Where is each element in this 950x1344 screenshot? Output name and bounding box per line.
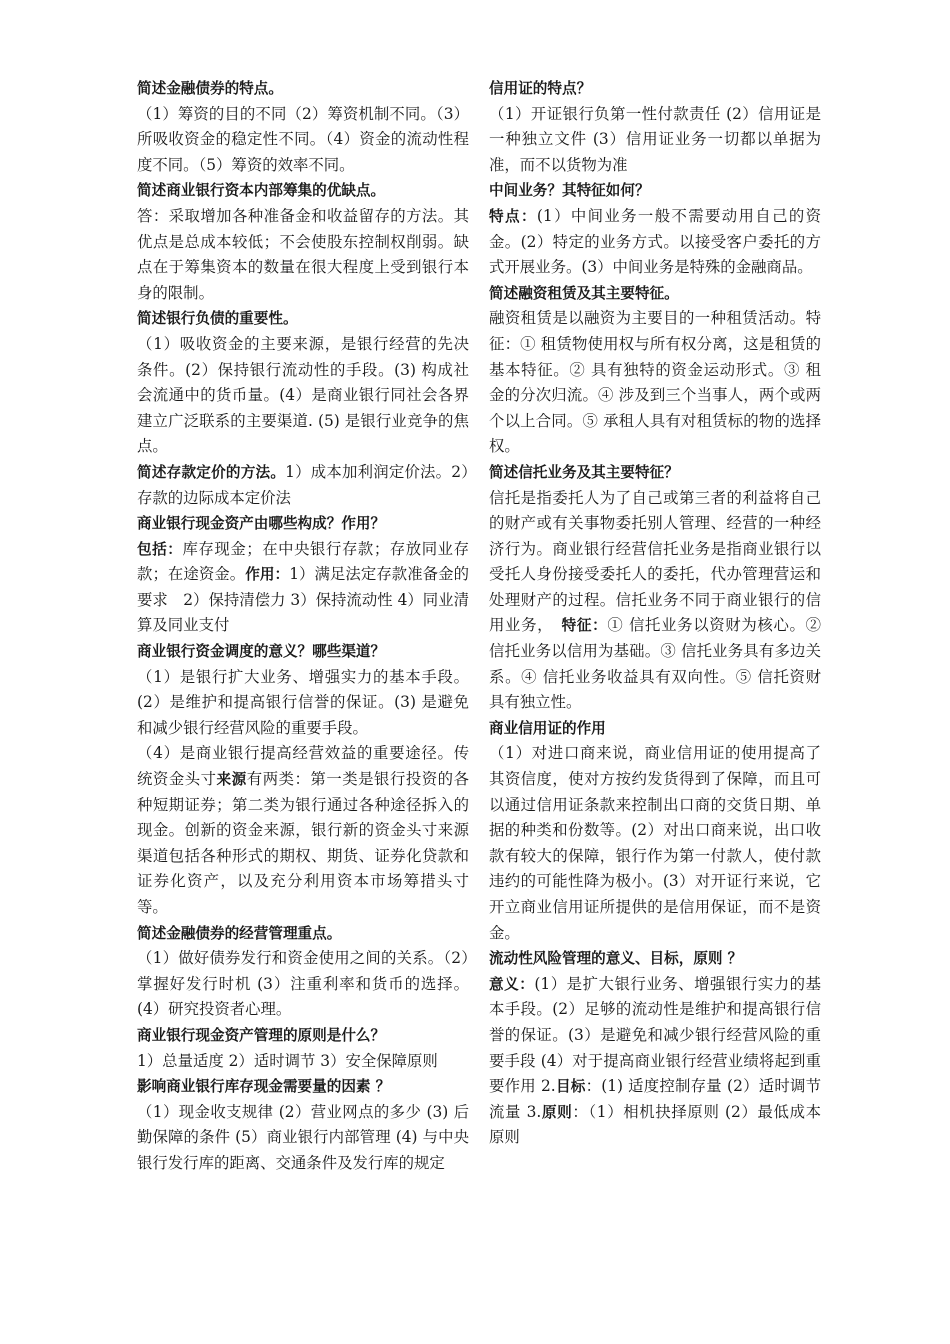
paragraph: [137, 741, 469, 920]
bold-label: 特征：: [561, 617, 608, 635]
right-column: [489, 76, 821, 1151]
bold-label: 目标: [555, 1078, 586, 1096]
paragraph-text: (1）中间业务一般不需要动用自己的资金。(2）特定的业务方式。以接受客户委托的方式开展业务。(3）中间业务是特殊的金融商品。: [489, 206, 821, 277]
section-heading: 商业银行现金资产管理的原则是什么？: [137, 1026, 386, 1044]
section-heading: 流动性风险管理的意义、目标，原则 ？: [489, 950, 743, 968]
section-heading: 简述融资租赁及其主要特征。: [489, 284, 679, 302]
section-heading: 商业银行资金调度的意义？哪些渠道？: [137, 643, 386, 661]
paragraph-text: (1）是扩大银行业务、增强银行实力的基本手段。(2）足够的流动性是维护和提高银行信誉的保证。(3）是避免和减少银行经营风险的重要手段 (4）对于提高商业银行经营业绩将起到重要作用 2.: [489, 974, 821, 1096]
paragraph: [137, 665, 469, 742]
paragraph: [489, 102, 821, 179]
paragraph-text: ：(1) 适度控制存量 (2）适时调节流量 3.: [489, 1077, 821, 1121]
section-heading: 影响商业银行库存现金需要量的因素 ？: [137, 1078, 391, 1096]
paragraph: [137, 537, 469, 639]
paragraph: [489, 204, 821, 281]
paragraph-text: 信托是指委托人为了自己或第三者的利益将自己的财产或有关事物委托别人管理、经营的一种经济行为。商业银行经营信托业务是指商业银行以受托人身份接受委托人的委托，代办管理营运和处理财产的过程。信托业务不同于商业银行的信用业务，: [489, 488, 821, 635]
paragraph-text: （1）筹资的目的不同（2）筹资机制不同。（3）所吸收资金的稳定性不同。（4）资金的流动性程度不同。（5）筹资的效率不同。: [137, 104, 469, 174]
paragraph-text: 1）成本加利润定价法。2）存款的边际成本定价法: [137, 462, 469, 507]
paragraph: [137, 332, 469, 460]
section-heading: 中间业务？其特征如何？: [489, 182, 650, 200]
paragraph-text: （1）对进口商来说，商业信用证的使用提高了其资信度，使对方按约发货得到了保障，而且可以通过信用证条款来控制出口商的交货日期、单据的种类和份数等。(2）对出口商来说，出口收款有较大的保障，银行作为第一付款人，使付款违约的可能性降为极小。(3）对开证行来说，它开立商业信用证所提供的是信用保证，而不是资金。: [489, 744, 821, 942]
paragraph-text: 融资租赁是以融资为主要目的一种租赁活动。特征：① 租赁物使用权与所有权分离，这是租赁的基本特征。② 具有独特的资金运动形式。③ 租金的分次归流。④ 涉及到三个当事人，两个或两个以上合同。⑤ 承租人具有对租赁标的物的选择权。: [489, 309, 821, 456]
paragraph-text: （4）是商业银行提高经营效益的重要途径。传统资金头寸: [137, 744, 469, 789]
section-heading: 商业银行现金资产由哪些构成？作用？: [137, 515, 386, 533]
section-heading: 简述金融债券的特点。: [137, 80, 283, 97]
section-heading: 简述商业银行资本内部筹集的优缺点。: [137, 182, 386, 200]
paragraph: [137, 946, 469, 1023]
section-heading: 简述金融债券的经营管理重点。: [137, 924, 342, 942]
paragraph-text: （1）是银行扩大业务、增强实力的基本手段。(2）是维护和提高银行信誉的保证。(3) 是避免和减少银行经营风险的重要手段。: [137, 667, 469, 737]
section-heading: 简述信托业务及其主要特征？: [489, 463, 679, 481]
paragraph-text: 1）总量适度 2）适时调节 3）安全保障原则: [137, 1051, 438, 1070]
paragraph: [489, 972, 821, 1151]
paragraph-text: （1）现金收支规律 (2）营业网点的多少 (3) 后勤保障的条件 (5）商业银行内部管理 (4) 与中央银行发行库的距离、交通条件及发行库的规定: [137, 1102, 469, 1172]
paragraph: [137, 1100, 469, 1177]
paragraph: [137, 1049, 469, 1075]
bold-label: 来源: [216, 771, 247, 789]
section-heading: 简述银行负债的重要性。: [137, 310, 298, 328]
paragraph: [137, 204, 469, 306]
paragraph-text: 有两类：第一类是银行投资的各种短期证券；第二类为银行通过各种途径拆入的现金。创新的资金来源，银行新的资金头寸来源渠道包括各种形式的期权、期货、证券化贷款和证券化资产，以及充分利用资本市场筹措头寸等。: [137, 770, 469, 916]
paragraph-text: ① 信托业务以资财为核心。② 信托业务以信用为基础。③ 信托业务具有多边关系。④ 信托业务收益具有双向性。⑤ 信托资财具有独立性。: [489, 616, 821, 712]
paragraph-text: 1）满足法定存款准备金的要求 2）保持清偿力 3）保持流动性 4）同业清算及同业支付: [137, 565, 469, 635]
section-heading: 商业信用证的作用: [489, 719, 606, 737]
paragraph-text: （1）开证银行负第一性付款责任 (2）信用证是一种独立文件 (3）信用证业务一切都以单据为准，而不以货物为准: [489, 104, 821, 174]
section-heading: 信用证的特点？: [489, 80, 592, 97]
paragraph-text: （1）做好债券发行和资金使用之间的关系。（2）掌握好发行时机 (3）注重利率和货币的选择。(4）研究投资者心理。: [137, 949, 469, 1019]
bold-label: 作用：: [245, 566, 290, 584]
paragraph-text: 答：采取增加各种准备金和收益留存的方法。其优点是总成本较低；不会使股东控制权削弱。缺点在于筹集资本的数量在很大程度上受到银行本身的限制。: [137, 206, 469, 302]
bold-label: 简述存款定价的方法。: [137, 463, 286, 481]
paragraph-text: ：（1）相机抉择原则 (2）最低成本原则: [489, 1102, 821, 1147]
paragraph-text: （1）吸收资金的主要来源，是银行经营的先决条件。(2）保持银行流动性的手段。(3) 构成社会流通中的货币量。(4）是商业银行同社会各界建立广泛联系的主要渠道. (5) 是银行业竞争的焦点。: [137, 334, 469, 456]
bold-label: 包括：: [137, 540, 183, 558]
paragraph: [489, 306, 821, 460]
paragraph: [489, 741, 821, 946]
bold-label: 原则: [541, 1103, 573, 1121]
paragraph: [137, 102, 469, 179]
left-column: [137, 76, 469, 1177]
paragraph: [137, 460, 469, 511]
bold-label: 特点：: [489, 207, 537, 225]
bold-label: 意义：: [489, 975, 535, 993]
paragraph: [489, 486, 821, 716]
paragraph-text: 库存现金；在中央银行存款；存放同业存款；在途资金。: [137, 539, 469, 584]
